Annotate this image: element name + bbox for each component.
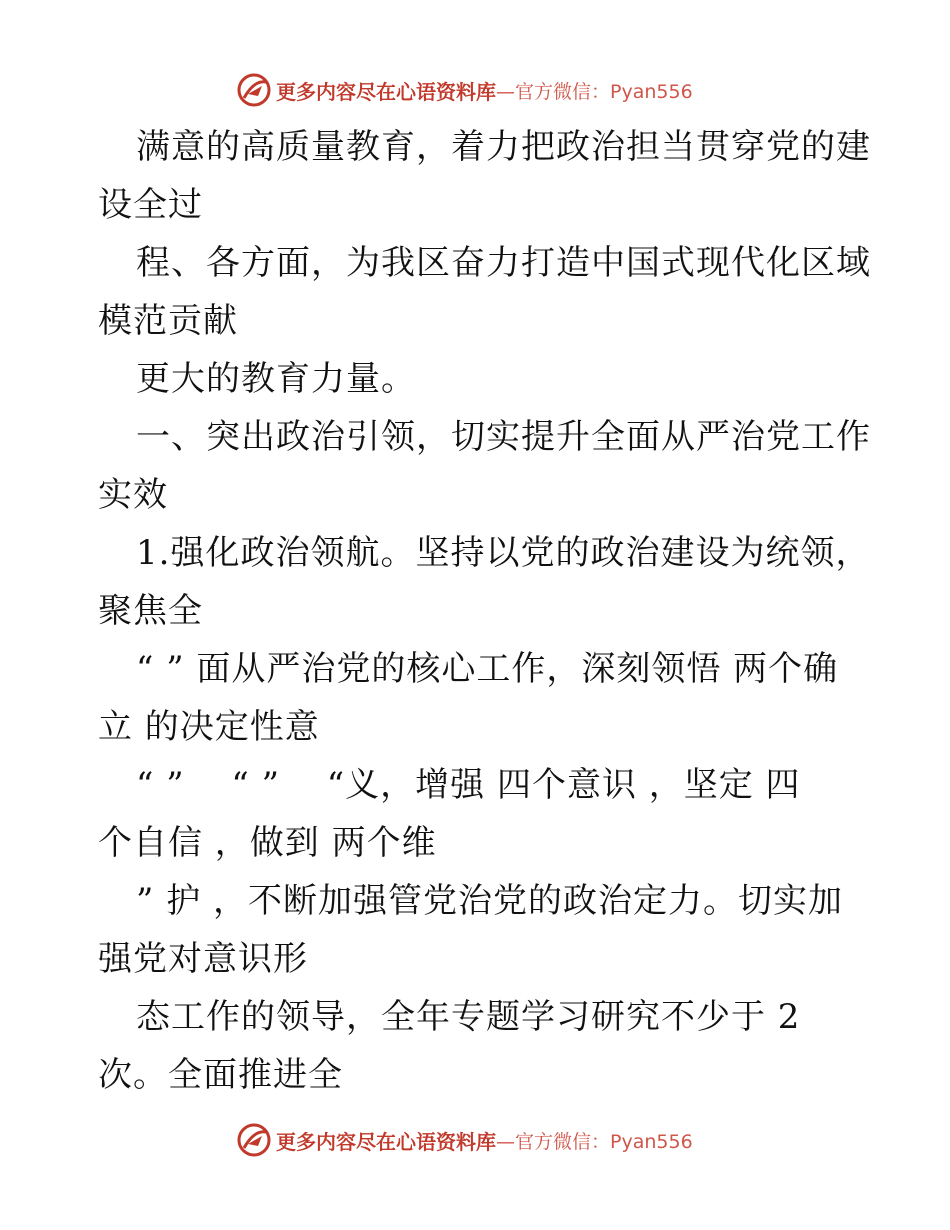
text-line: ” 护 ，不断加强管党治党的政治定力。切实加 xyxy=(136,881,843,921)
section-heading: 一、突出政治引领，切实提升全面从严治党工作 xyxy=(136,417,871,457)
text-line: “ ” 面从严治党的核心工作，深刻领悟 两个确 xyxy=(136,649,839,689)
section-heading-cont: 实效 xyxy=(98,475,168,515)
footer-watermark xyxy=(236,1120,716,1160)
text-line: 模范贡献 xyxy=(98,301,238,341)
text-line: 态工作的领导，全年专题学习研究不少于 2 xyxy=(136,997,801,1037)
logo-icon xyxy=(236,72,272,108)
text-line: 次。全面推进全 xyxy=(98,1055,343,1095)
text-line: 聚焦全 xyxy=(98,591,203,631)
document-body xyxy=(98,118,871,1104)
watermark-text: 更多内容尽在心语资料库 xyxy=(276,79,496,104)
text-line: “ ” “ ” “义，增强 四个意识 ，坚定 四 xyxy=(136,765,801,805)
header-watermark xyxy=(236,70,716,110)
text-line: 立 的决定性意 xyxy=(98,707,320,747)
text-line: 满意的高质量教育，着力把政治担当贯穿党的建 xyxy=(136,127,871,167)
text-line: 1.强化政治领航。坚持以党的政治建设为统领， xyxy=(136,533,871,573)
watermark-text: 更多内容尽在心语资料库 xyxy=(276,1129,496,1154)
text-line: 强党对意识形 xyxy=(98,939,308,979)
text-line: 个自信 ，做到 两个维 xyxy=(98,823,437,863)
text-line: 设全过 xyxy=(98,185,203,225)
text-line: 更大的教育力量。 xyxy=(136,359,416,399)
watermark-contact: —官方微信：Pyan556 xyxy=(496,80,693,103)
text-line: 程、各方面，为我区奋力打造中国式现代化区域 xyxy=(136,243,871,283)
logo-icon xyxy=(236,1122,272,1158)
watermark-contact: —官方微信：Pyan556 xyxy=(496,1130,693,1153)
